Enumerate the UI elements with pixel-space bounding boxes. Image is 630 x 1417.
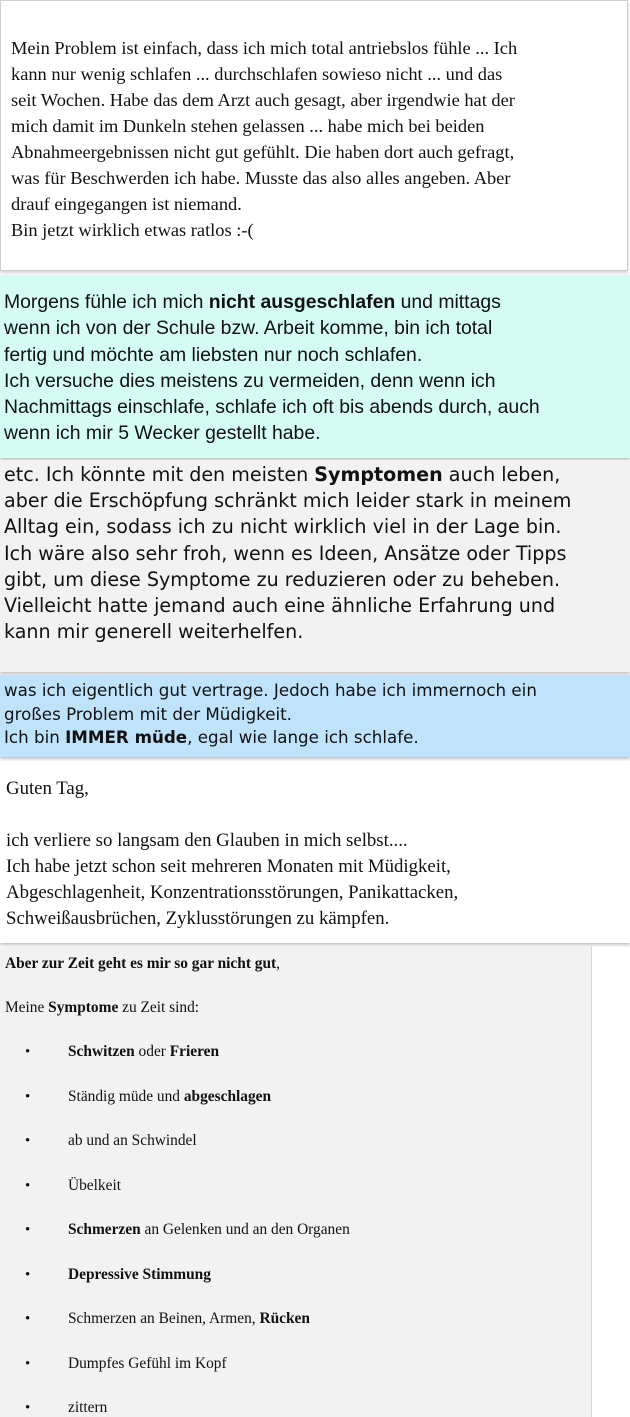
bullet-icon: • <box>25 1311 31 1327</box>
emphasis: Aber zur Zeit geht es mir so gar nicht gut <box>5 955 277 972</box>
list-item <box>5 1019 591 1064</box>
post-card-muedigkeit <box>0 675 630 757</box>
text-line: drauf eingegangen ist niemand. <box>11 194 242 214</box>
list-item <box>5 1242 591 1287</box>
text-line: etc. Ich könnte mit den meisten Symptomen auch leben, <box>4 463 561 486</box>
list-item <box>5 1108 591 1153</box>
text-line: mich damit im Dunkeln stehen gelassen ... habe mich bei beiden <box>11 116 485 136</box>
item-text: an Gelenken und an den Organen <box>140 1221 350 1238</box>
text-line: Ich habe jetzt schon seit mehreren Monaten mit Müdigkeit, <box>6 856 451 877</box>
text-line: Morgens fühle ich mich nicht ausgeschlafen und mittags <box>4 291 501 313</box>
text-line: Ich wäre also sehr froh, wenn es Ideen, Ansätze oder Tipps <box>4 541 567 565</box>
text-line: Bin jetzt wirklich etwas ratlos :-( <box>11 220 254 240</box>
bullet-icon: • <box>25 1133 31 1149</box>
paragraph-gap <box>6 802 630 828</box>
text-line: Vielleicht hatte jemand auch eine ähnliche Erfahrung und <box>4 594 556 618</box>
post-card-antriebslos <box>0 0 628 271</box>
greeting: Guten Tag, <box>6 778 89 799</box>
text-line: Abnahmeergebnissen nicht gut gefühlt. Die haben dort auch gefragt, <box>11 142 515 162</box>
emphasis: Depressive Stimmung <box>68 1265 211 1283</box>
list-item <box>5 1286 591 1331</box>
list-item <box>5 1375 591 1417</box>
emphasis: IMMER müde <box>65 727 188 747</box>
text-line: kann nur wenig schlafen ... durchschlafen sowieso nicht ... und das <box>11 64 503 84</box>
text-line: fertig und möchte am liebsten nur noch schlafen. <box>4 343 423 366</box>
text-line: ich verliere so langsam den Glauben in mich selbst.... <box>6 830 408 851</box>
text-line: großes Problem mit der Müdigkeit. <box>4 703 292 724</box>
post-card-morgens <box>0 275 630 458</box>
text-line: Mein Problem ist einfach, dass ich mich total antriebslos fühle ... Ich <box>11 38 518 58</box>
text-line: was ich eigentlich gut vertrage. Jedoch habe ich immernoch ein <box>4 680 537 700</box>
post-card-guten-tag <box>0 761 630 943</box>
item-text: Schmerzen an Beinen, Armen, <box>68 1310 260 1327</box>
text-line: was für Beschwerden ich habe. Musste das also alles angeben. Aber <box>11 168 511 188</box>
list-item <box>5 1331 591 1376</box>
text-line: kann mir generell weiterhelfen. <box>4 620 304 644</box>
text-line: Abgeschlagenheit, Konzentrationsstörungen, Panikattacken, <box>6 882 459 903</box>
bullet-icon: • <box>25 1177 31 1194</box>
text-line: Nachmittags einschlafe, schlafe ich oft bis abends durch, auch <box>4 396 540 419</box>
text-line: gibt, um diese Symptome zu reduzieren oder zu beheben. <box>4 567 561 591</box>
bullet-icon: • <box>25 1355 31 1372</box>
item-text: Ständig müde und <box>68 1087 184 1105</box>
item-text: Dumpfes Gefühl im Kopf <box>68 1354 227 1372</box>
emphasis: abgeschlagen <box>183 1087 272 1105</box>
text-line: wenn ich mir 5 Wecker gestellt habe. <box>4 422 321 445</box>
bullet-icon: • <box>25 1400 31 1416</box>
symptom-list <box>5 1019 591 1417</box>
bullet-icon: • <box>25 1044 31 1060</box>
text-line: Ich versuche dies meistens zu vermeiden, denn wenn ich <box>4 369 496 392</box>
emphasis: Schmerzen <box>68 1221 141 1238</box>
emphasis: Schwitzen <box>68 1043 135 1060</box>
text-line: Alltag ein, sodass ich zu nicht wirklich viel in der Lage bin. <box>4 515 562 539</box>
item-text: oder <box>134 1043 170 1060</box>
text-line: Schweißausbrüchen, Zyklusstörungen zu kämpfen. <box>6 908 390 929</box>
post-card-symptom-list <box>0 946 592 1417</box>
item-text: zittern <box>68 1399 108 1416</box>
emphasis: nicht ausgeschlafen <box>208 291 396 313</box>
item-text: ab und an Schwindel <box>68 1132 197 1149</box>
post-card-symptome <box>0 460 630 672</box>
bullet-icon: • <box>25 1266 31 1283</box>
emphasis: Rücken <box>259 1310 310 1327</box>
bullet-icon: • <box>25 1222 31 1238</box>
text-line: seit Wochen. Habe das dem Arzt auch gesagt, aber irgendwie hat der <box>11 90 515 110</box>
emphasis: Symptome <box>48 999 119 1016</box>
item-text: Übelkeit <box>68 1176 121 1194</box>
bullet-icon: • <box>25 1088 31 1105</box>
text-line: aber die Erschöpfung schränkt mich leider stark in meinem <box>4 489 572 513</box>
emphasis: Symptomen <box>314 463 443 486</box>
list-item <box>5 1064 591 1109</box>
intro-line: Aber zur Zeit geht es mir so gar nicht gut, <box>5 955 281 972</box>
list-item <box>5 1197 591 1242</box>
list-heading: Meine Symptome zu Zeit sind: <box>5 999 200 1016</box>
text-line: wenn ich von der Schule bzw. Arbeit komme, bin ich total <box>4 317 493 340</box>
text-line: Ich bin IMMER müde, egal wie lange ich schlafe. <box>4 727 419 747</box>
list-item <box>5 1153 591 1198</box>
emphasis: Frieren <box>169 1043 220 1060</box>
